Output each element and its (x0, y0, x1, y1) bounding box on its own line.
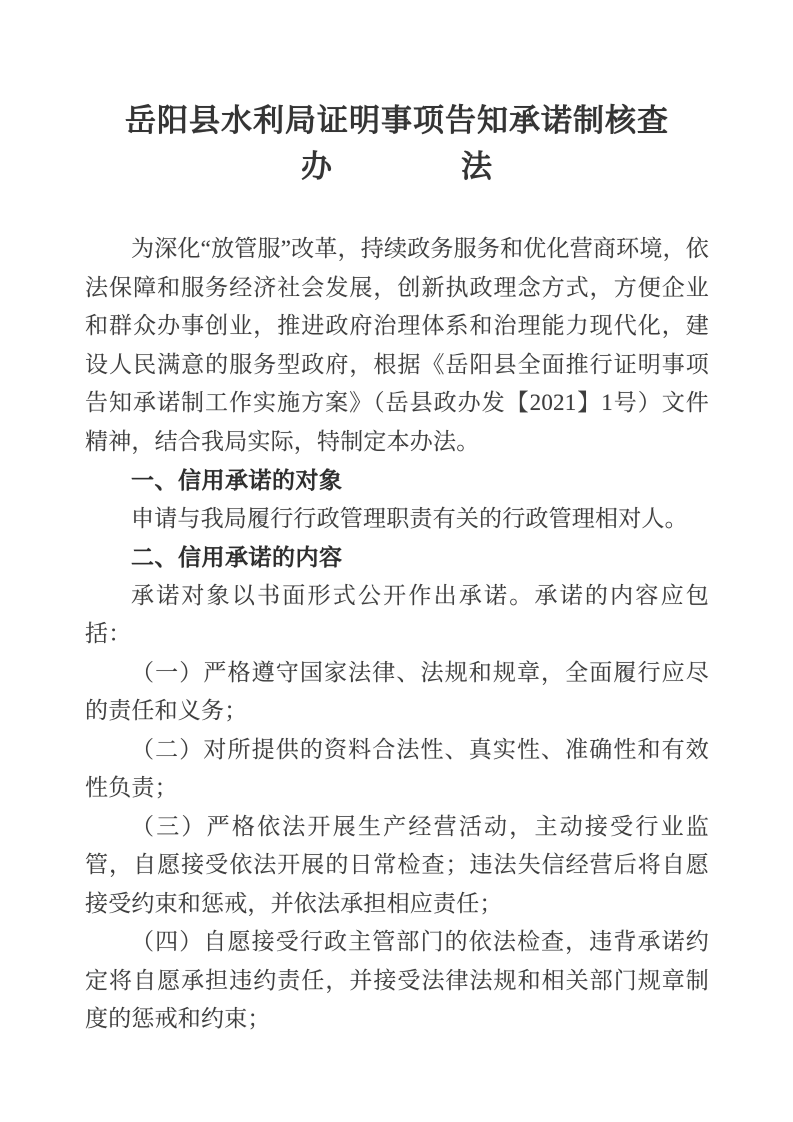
document-title-line2: 办 法 (301, 149, 493, 184)
commitment-item-1-paragraph: （一）严格遵守国家法律、法规和规章，全面履行应尽的责任和义务； (85, 659, 709, 723)
commitment-target-paragraph: 申请与我局履行行政管理职责有关的行政管理相对人。 (131, 505, 688, 531)
commitment-content-intro-paragraph: 承诺对象以书面形式公开作出承诺。承诺的内容应包括： (85, 582, 709, 646)
section-heading-commitment-target: 一、信用承诺的对象 (131, 467, 343, 493)
section-heading-commitment-content: 二、信用承诺的内容 (131, 544, 343, 570)
document-title-line1: 岳阳县水利局证明事项告知承诺制核查 (125, 103, 669, 138)
commitment-item-3-paragraph: （三）严格依法开展生产经营活动，主动接受行业监管，自愿接受依法开展的日常检查；违法失信经营后将自愿接受约束和惩戒，并依法承担相应责任； (85, 813, 709, 916)
commitment-item-4-paragraph: （四）自愿接受行政主管部门的依法检查，违背承诺约定将自愿承担违约责任，并接受法律法规和相关部门规章制度的惩戒和约束； (85, 929, 709, 1031)
commitment-item-2-paragraph: （二）对所提供的资料合法性、真实性、准确性和有效性负责； (85, 736, 709, 800)
document-body (85, 230, 709, 1039)
document-title (85, 98, 709, 190)
intro-paragraph: 为深化“放管服”改革，持续政务服务和优化营商环境，依法保障和服务经济社会发展，创新执政理念方式，方便企业和群众办事创业，推进政府治理体系和治理能力现代化，建设人民满意的服务型政府，根据《岳阳县全面推行证明事项告知承诺制工作实施方案》（岳县政办发【2021】1号）文件精神，结合我局实际，特制定本办法。 (85, 236, 709, 454)
